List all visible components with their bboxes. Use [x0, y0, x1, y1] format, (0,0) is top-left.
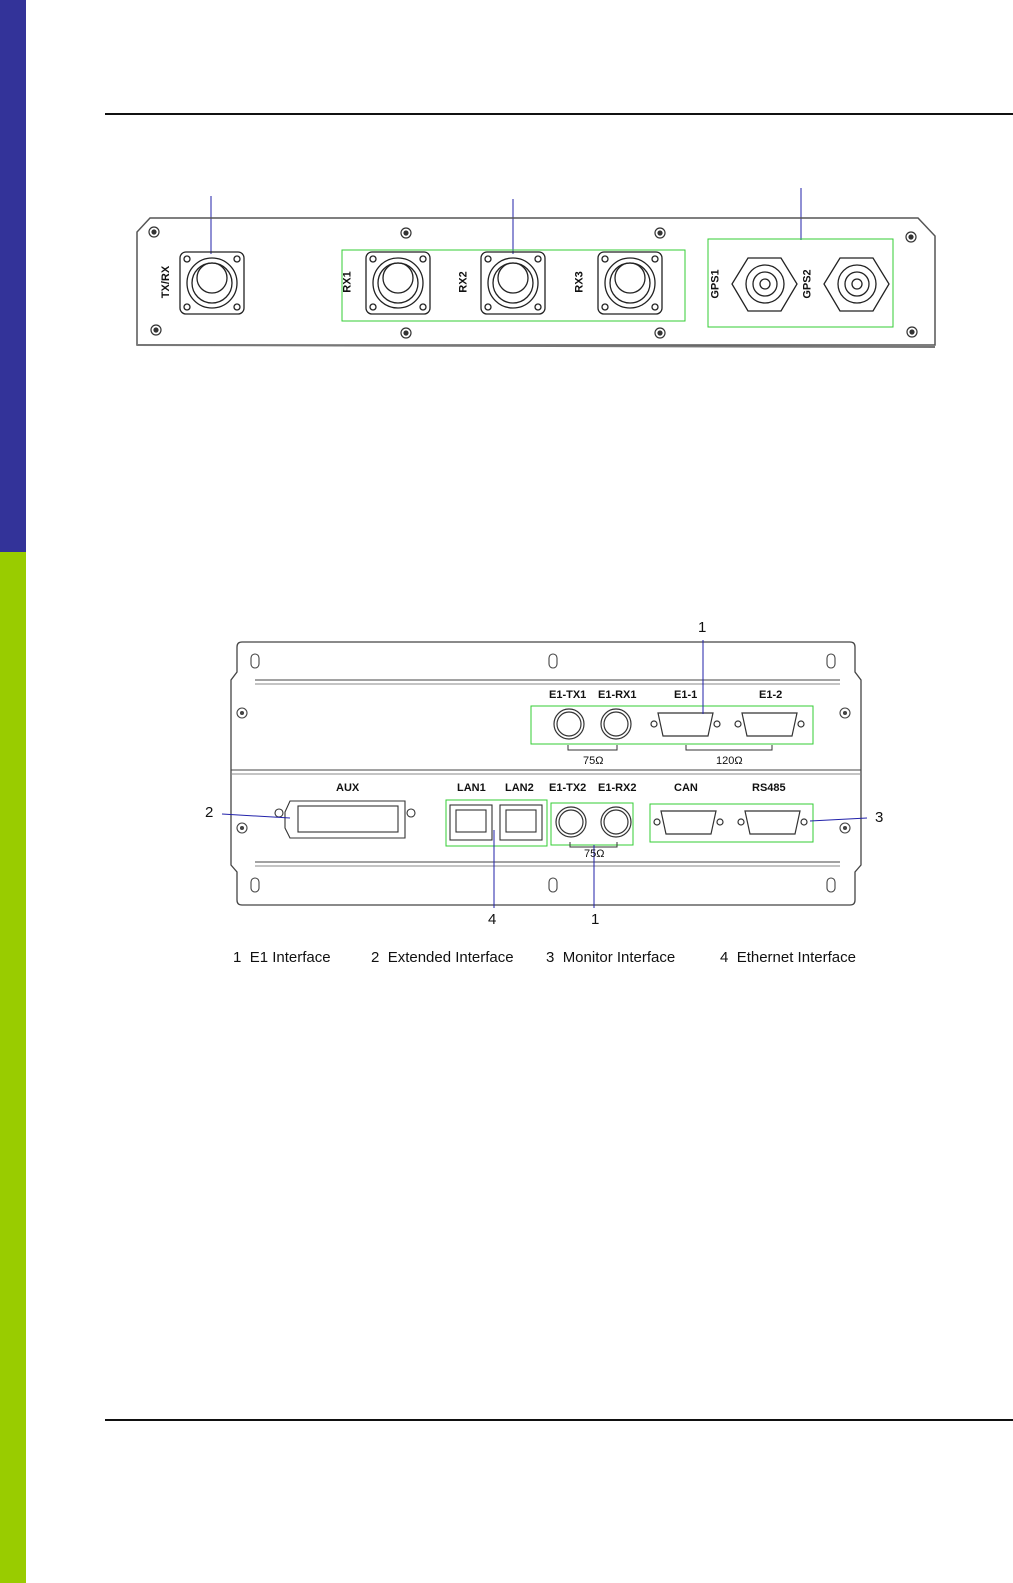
- monitor-highlight: [650, 804, 813, 842]
- e1-tx2-bnc: [556, 807, 586, 837]
- label-e1-tx1: E1-TX1: [549, 689, 587, 701]
- can-dsub: [654, 811, 723, 834]
- e1-1-dsub: [651, 713, 720, 736]
- label-lan1: LAN1: [457, 782, 486, 794]
- label-120-ohm: 120Ω: [716, 755, 743, 767]
- legend-num: 2: [371, 949, 380, 966]
- port-label-txrx: TX/RX: [160, 265, 173, 299]
- e1-rx1-bnc: [601, 709, 631, 739]
- legend-item-extended: [371, 949, 514, 966]
- label-75-ohm-top: 75Ω: [583, 755, 604, 767]
- label-aux: AUX: [336, 782, 360, 794]
- mounting-slots: [251, 654, 835, 892]
- e1-tx1-bnc: [554, 709, 584, 739]
- callout-leader-2: [222, 814, 290, 818]
- e1-rx2-bnc: [601, 807, 631, 837]
- legend-text: E1 Interface: [249, 949, 331, 966]
- port-label-gps1: GPS1: [709, 269, 722, 299]
- rs485-dsub: [738, 811, 807, 834]
- legend-num: 3: [546, 949, 555, 966]
- e1-2-dsub: [735, 713, 804, 736]
- lan1-rj45: [450, 805, 492, 840]
- port-label-rx1: RX1: [341, 271, 354, 293]
- label-e1-1: E1-1: [674, 689, 698, 701]
- label-75-ohm-bottom: 75Ω: [584, 848, 605, 860]
- port-label-rx2: RX2: [457, 271, 470, 293]
- label-e1-2: E1-2: [759, 689, 783, 701]
- lan-highlight: [446, 800, 547, 846]
- port-label-gps2: GPS2: [801, 269, 814, 299]
- callout-leader-3: [810, 818, 867, 821]
- legend-num: 1: [233, 949, 242, 966]
- callout-number-3: 3: [875, 809, 884, 826]
- port-label-rx3: RX3: [573, 271, 586, 293]
- legend-item-ethernet: [720, 949, 856, 966]
- footer-rule: [105, 1419, 1013, 1421]
- lan2-rj45: [500, 805, 542, 840]
- label-rs485: RS485: [752, 782, 786, 794]
- legend-text: Extended Interface: [387, 949, 514, 966]
- callout-number-top-1: 1: [698, 619, 707, 636]
- legend-item-e1: [233, 949, 331, 966]
- legend-num: 4: [720, 949, 729, 966]
- callout-number-2: 2: [205, 804, 214, 821]
- aux-connector: [275, 801, 415, 838]
- callout-number-4: 4: [488, 911, 497, 928]
- legend-item-monitor: [546, 949, 675, 966]
- label-lan2: LAN2: [505, 782, 534, 794]
- label-e1-rx2: E1-RX2: [598, 782, 637, 794]
- legend-text: Ethernet Interface: [736, 949, 856, 966]
- legend-text: Monitor Interface: [562, 949, 676, 966]
- label-can: CAN: [674, 782, 698, 794]
- label-e1-tx2: E1-TX2: [549, 782, 587, 794]
- label-e1-rx1: E1-RX1: [598, 689, 637, 701]
- callout-number-bottom-1: 1: [591, 911, 600, 928]
